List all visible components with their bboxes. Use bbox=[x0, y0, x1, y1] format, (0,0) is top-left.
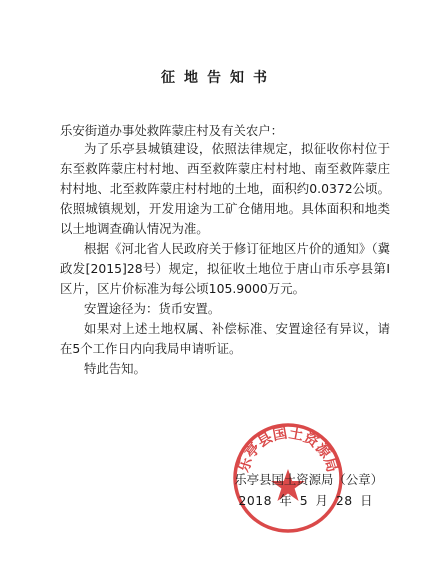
signature-line: 乐亭县国土资源局（公章） bbox=[234, 472, 383, 487]
notice-paragraph-1: 为了乐亭县城镇建设，依照法律规定，拟征收你村位于东至救阵蒙庄村村地、西至救阵蒙庄村村地、南至救阵蒙庄村村地、北至救阵蒙庄村村地的土地，面积约0.0372公顷。依照城镇规划，开发用途为工矿仓储用地。具体面积和地类以土地调查确认情况为准。 bbox=[60, 141, 390, 236]
signature-date: 2018 年 5 月 28 日 bbox=[238, 493, 373, 508]
notice-paragraph-4: 如果对上述土地权属、补偿标准、安置途径有异议，请在5个工作日内向我局申请听证。 bbox=[60, 321, 390, 356]
notice-paragraph-5: 特此告知。 bbox=[84, 361, 146, 376]
notice-paragraph-2: 根据《河北省人民政府关于修订征地区片价的通知》（冀政发[2015]28号）规定，拟征收土地位于唐山市乐亭县第Ⅰ区片，区片价标准为每公顷105.9000万元。 bbox=[60, 241, 390, 296]
seal-arc-text: 乐亭县国土资源局 bbox=[236, 425, 340, 475]
notice-paragraph-3: 安置途径为：货币安置。 bbox=[84, 301, 221, 316]
notice-body bbox=[60, 139, 390, 379]
notice-salutation: 乐安街道办事处救阵蒙庄村及有关农户： bbox=[60, 123, 284, 138]
notice-title: 征地告知书 bbox=[161, 70, 276, 86]
